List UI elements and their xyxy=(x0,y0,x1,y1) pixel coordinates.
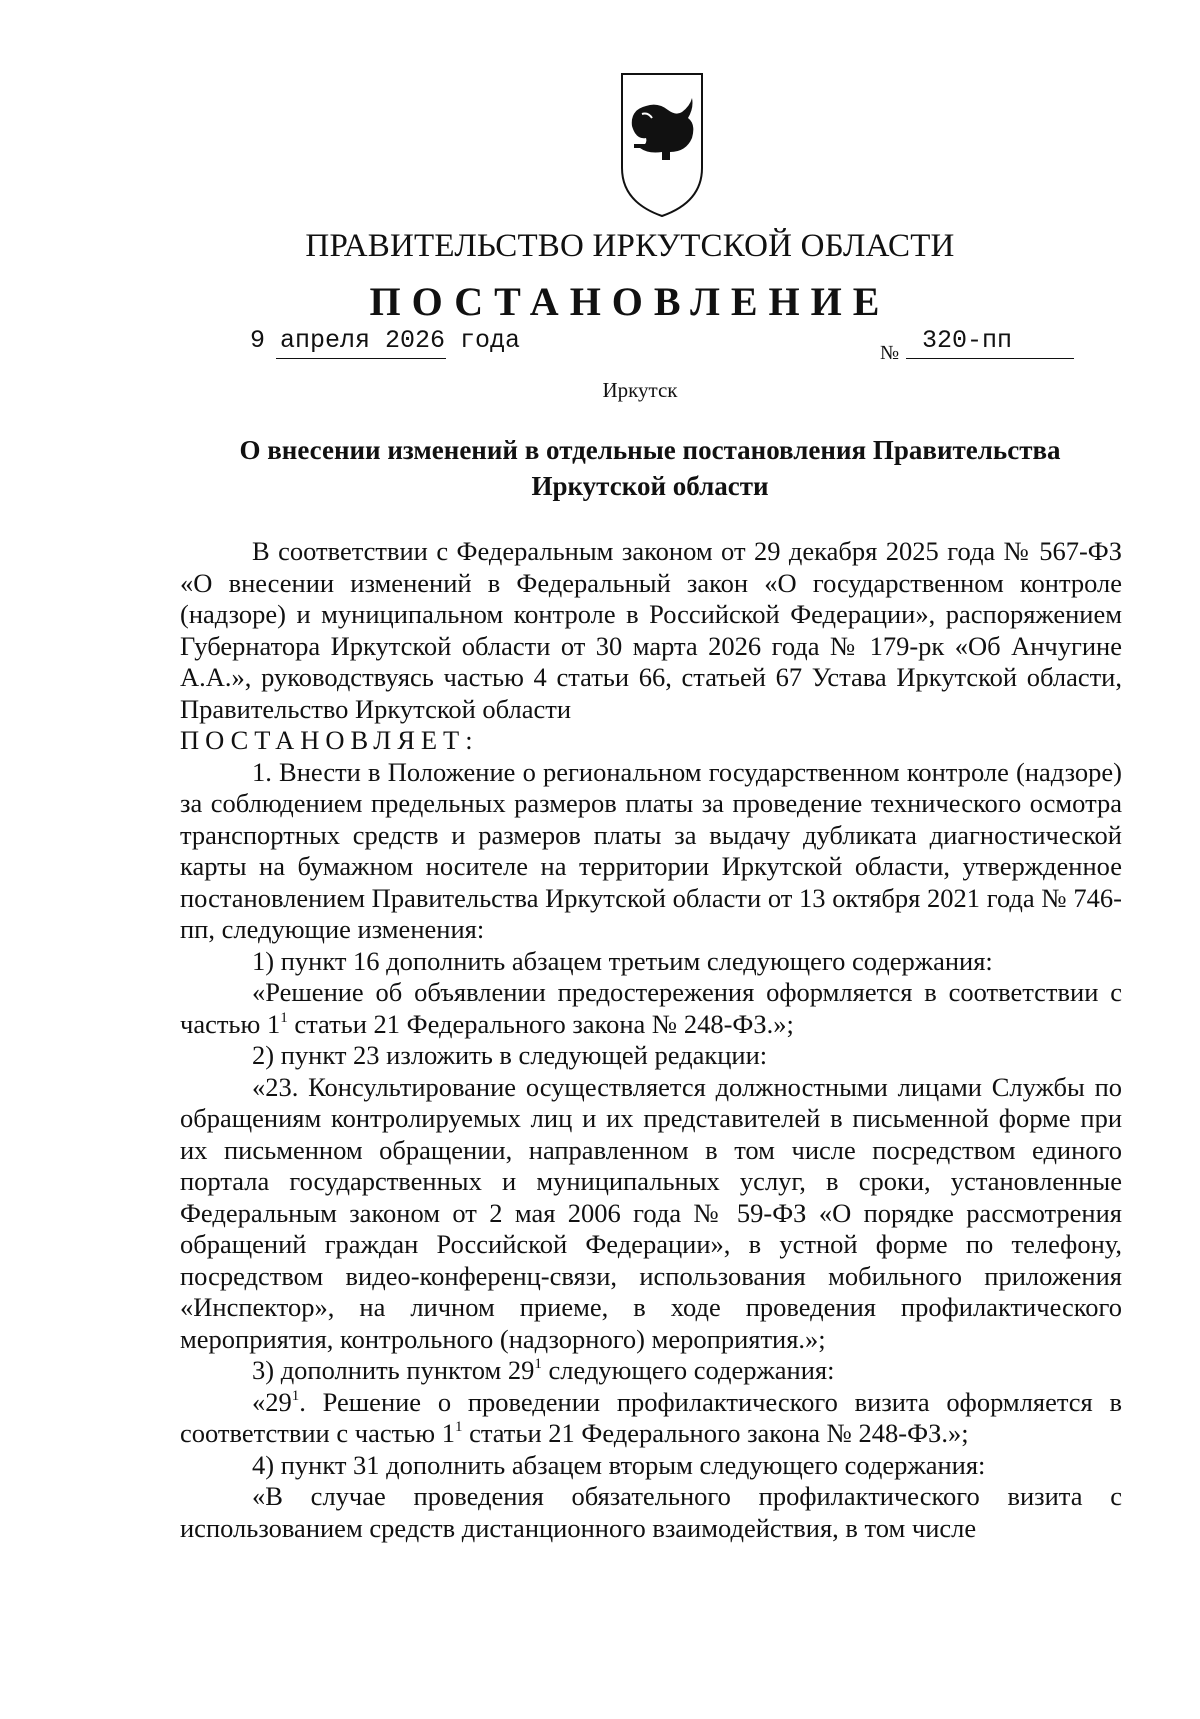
document-number: 320-пп xyxy=(922,326,1013,355)
document-type: ПОСТАНОВЛЕНИЕ xyxy=(369,279,891,324)
number-underline xyxy=(906,358,1074,359)
paragraph-subitem-2: 2) пункт 23 изложить в следующей редакции: xyxy=(252,1040,768,1070)
paragraph-quote-2: «23. Консультирование осуществляется должностными лицами Службы по обращениям контролируемых лиц и их представителей в письменной форме при их письменном обращении, направленном в том числе посредством единого портала государственных и муниципальных услуг, в сроки, установленные Федеральным законом от 2 мая 2006 года № 59-ФЗ «О порядке рассмотрения обращений граждан Российской Федерации», в устной форме по телефону, посредством видео-конференц-связи, использования мобильного приложения «Инспектор», на личном приеме, в ходе проведения профилактического мероприятия, контрольного (надзорного) мероприятия.»; xyxy=(180,1071,1122,1354)
paragraph-quote-3: «$29^1$. Решение о проведении профилактического визита оформляется в соответствии с частью $1^1$ статьи 21 Федерального закона № 248-ФЗ.»; xyxy=(180,1386,1122,1448)
paragraph-subitem-4: 4) пункт 31 дополнить абзацем вторым следующего содержания: xyxy=(252,1449,986,1480)
paragraph-subitem-1: 1) пункт 16 дополнить абзацем третьим следующего содержания: xyxy=(252,945,993,976)
organization-name: ПРАВИТЕЛЬСТВО ИРКУТСКОЙ ОБЛАСТИ xyxy=(305,228,955,264)
paragraph-resolves: ПОСТАНОВЛЯЕТ: xyxy=(180,725,479,755)
paragraph-subitem-3: 3) дополнить пунктом $29^1$ следующего содержания: xyxy=(252,1355,835,1385)
city: Иркутск xyxy=(602,378,678,402)
paragraph-preamble: В соответствии с Федеральным законом от 29 декабря 2025 года № 567-ФЗ «О внесении изменений в Федеральный закон «О государственном контроле (надзоре) и муниципальном контроле в Российской Федерации», распоряжением Губернатора Иркутской области от 30 марта 2026 года № 179-рк «Об Анчугине А.А.», руководствуясь частью 4 статьи 66, статьей 67 Устава Иркутской области, Правительство Иркутской области xyxy=(180,536,1122,724)
paragraph-quote-4: «В случае проведения обязательного профилактического визита с использованием средств дистанционного взаимодействия, в том числе xyxy=(180,1481,1122,1543)
document-subject xyxy=(180,432,1120,504)
subject-line: Иркутской области xyxy=(531,471,769,501)
document-body xyxy=(180,536,1122,1544)
subject-line: О внесении изменений в отдельные постановления Правительства xyxy=(239,435,1061,465)
document-date: 9 апреля 2026 года xyxy=(250,326,521,355)
coat-of-arms-icon xyxy=(618,68,706,220)
paragraph-item-1: 1. Внести в Положение о региональном государственном контроле (надзоре) за соблюдением предельных размеров платы за проведение технического осмотра транспортных средств и размеров платы за выдачу дубликата диагностической карты на бумажном носителе на территории Иркутской области, утвержденное постановлением Правительства Иркутской области от 13 октября 2021 года № 746-пп, следующие изменения: xyxy=(180,756,1122,944)
paragraph-quote-1: «Решение об объявлении предостережения оформляется в соответствии с частью $1^1$ статьи 21 Федерального закона № 248-ФЗ.»; xyxy=(180,977,1122,1039)
number-sign: № xyxy=(880,342,900,364)
date-underline xyxy=(276,358,446,359)
